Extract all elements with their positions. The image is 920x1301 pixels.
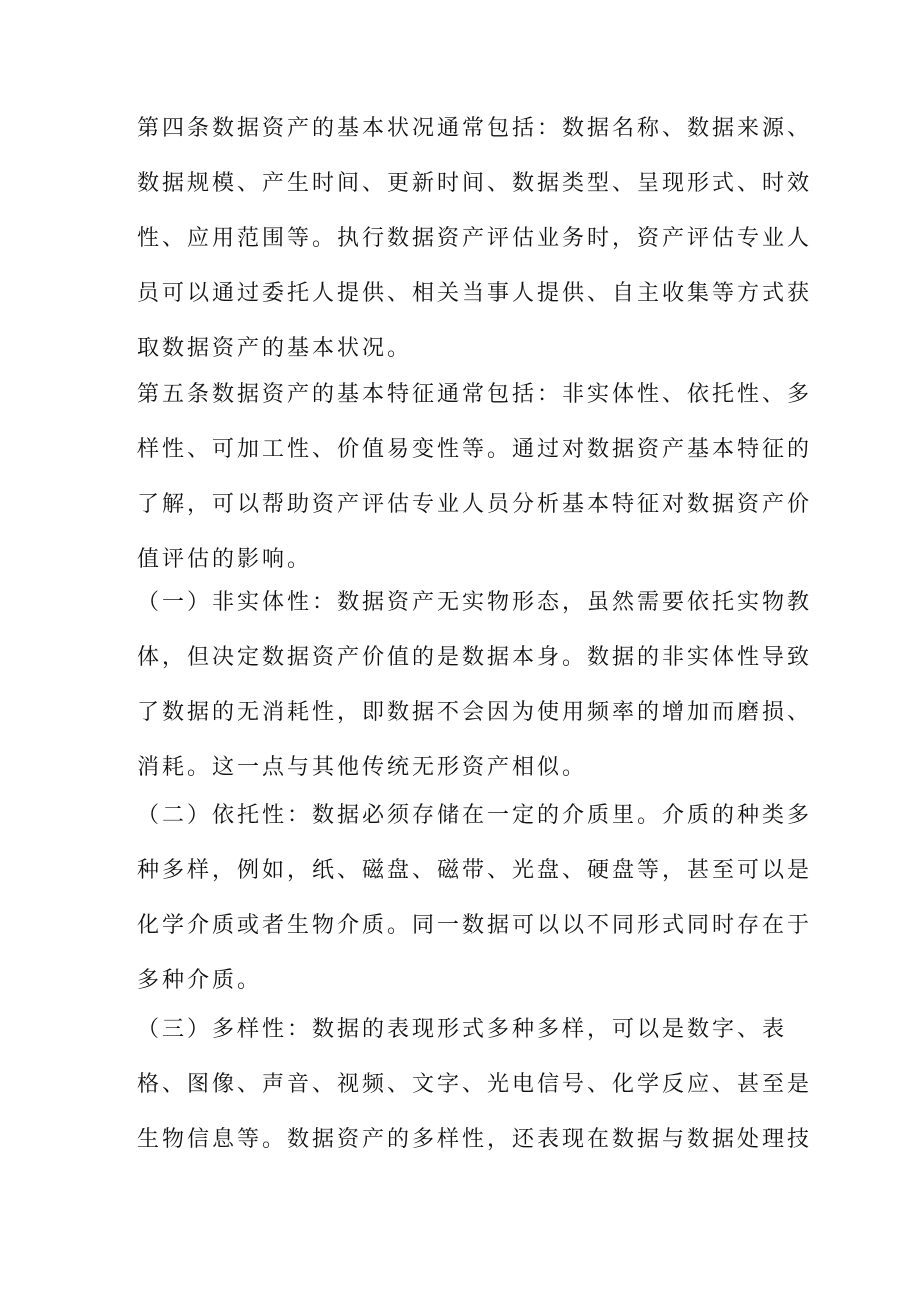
text-line: 多种介质。 [137, 968, 263, 993]
paragraph-article-5 [137, 367, 813, 587]
text-line: 种多样，例如，纸、磁盘、磁带、光盘、硬盘等，甚至可以是 [137, 858, 813, 883]
text-line: 数据规模、产生时间、更新时间、数据类型、呈现形式、时效 [137, 171, 813, 196]
paragraph-item-2-dependency [137, 788, 813, 1008]
text-line: （一）非实体性：数据资产无实物形态，虽然需要依托实物教 [137, 590, 813, 615]
text-line: 了解，可以帮助资产评估专业人员分析基本特征对数据资产价 [137, 492, 813, 517]
text-line: 生物信息等。数据资产的多样性，还表现在数据与数据处理技 [137, 1127, 813, 1152]
text-line: 性、应用范围等。执行数据资产评估业务时，资产评估专业人 [137, 226, 813, 251]
paragraph-item-1-non-physical [137, 575, 813, 795]
text-line: （二）依托性：数据必须存储在一定的介质里。介质的种类多 [137, 803, 813, 828]
text-line: 了数据的无消耗性，即数据不会因为使用频率的增加而磨损、 [137, 700, 813, 725]
paragraph-item-3-diversity [137, 1002, 813, 1167]
paragraph-article-4 [137, 101, 813, 376]
text-line: （三）多样性：数据的表现形式多种多样，可以是数字、表 [137, 1017, 788, 1042]
text-line: 员可以通过委托人提供、相关当事人提供、自主收集等方式获 [137, 281, 813, 306]
text-line: 体，但决定数据资产价值的是数据本身。数据的非实体性导致 [137, 645, 813, 670]
text-line: 值评估的影响。 [137, 547, 313, 572]
text-line: 第四条数据资产的基本状况通常包括：数据名称、数据来源、 [137, 116, 813, 141]
text-line: 样性、可加工性、价值易变性等。通过对数据资产基本特征的 [137, 437, 813, 462]
text-line: 化学介质或者生物介质。同一数据可以以不同形式同时存在于 [137, 913, 813, 938]
text-line: 格、图像、声音、视频、文字、光电信号、化学反应、甚至是 [137, 1072, 813, 1097]
text-line: 第五条数据资产的基本特征通常包括：非实体性、依托性、多 [137, 382, 813, 407]
text-line: 消耗。这一点与其他传统无形资产相似。 [137, 755, 588, 780]
text-line: 取数据资产的基本状况。 [137, 336, 413, 361]
